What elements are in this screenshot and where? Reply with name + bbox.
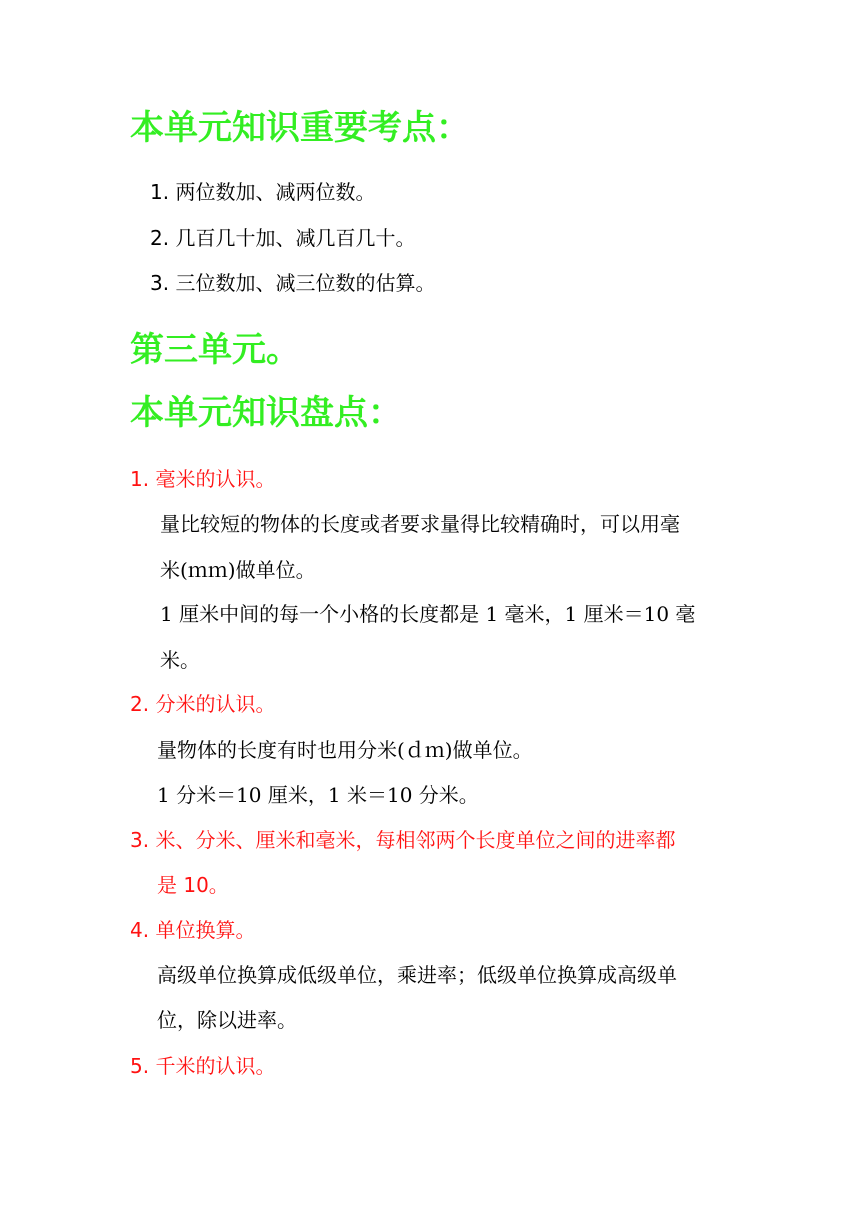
exam-point-2: 2. 几百几十加、减几百几十。 <box>150 226 416 250</box>
section-1-line-2: 米(ｍｍ)做单位。 <box>160 558 316 582</box>
section-2-line-1: 量物体的长度有时也用分米(ｄｍ)做单位。 <box>157 738 533 762</box>
section-2-title: 2. 分米的认识。 <box>130 692 276 716</box>
exam-point-1: 1. 两位数加、减两位数。 <box>150 180 376 204</box>
heading-exam-points: 本单元知识重要考点： <box>130 108 470 148</box>
section-1-line-4: 米。 <box>160 648 200 672</box>
section-4-line-2: 位，除以进率。 <box>157 1008 297 1032</box>
heading-knowledge-review: 本单元知识盘点： <box>130 393 402 433</box>
section-4-line-1: 高级单位换算成低级单位，乘进率；低级单位换算成高级单 <box>157 963 677 987</box>
section-1-title: 1. 毫米的认识。 <box>130 467 276 491</box>
section-2-line-2: 1 分米＝10 厘米，1 米＝10 分米。 <box>157 783 479 807</box>
section-4-title: 4. 单位换算。 <box>130 918 256 942</box>
section-3-title-line-2: 是 10。 <box>157 873 229 897</box>
heading-unit-three: 第三单元。 <box>130 330 300 370</box>
exam-point-3: 3. 三位数加、减三位数的估算。 <box>150 271 436 295</box>
section-3-title-line-1: 3. 米、分米、厘米和毫米，每相邻两个长度单位之间的进率都 <box>130 828 676 852</box>
section-5-title: 5. 千米的认识。 <box>130 1054 276 1078</box>
section-1-line-1: 量比较短的物体的长度或者要求量得比较精确时，可以用毫 <box>160 512 680 536</box>
section-1-line-3: 1 厘米中间的每一个小格的长度都是 1 毫米，1 厘米＝10 毫 <box>160 602 696 626</box>
